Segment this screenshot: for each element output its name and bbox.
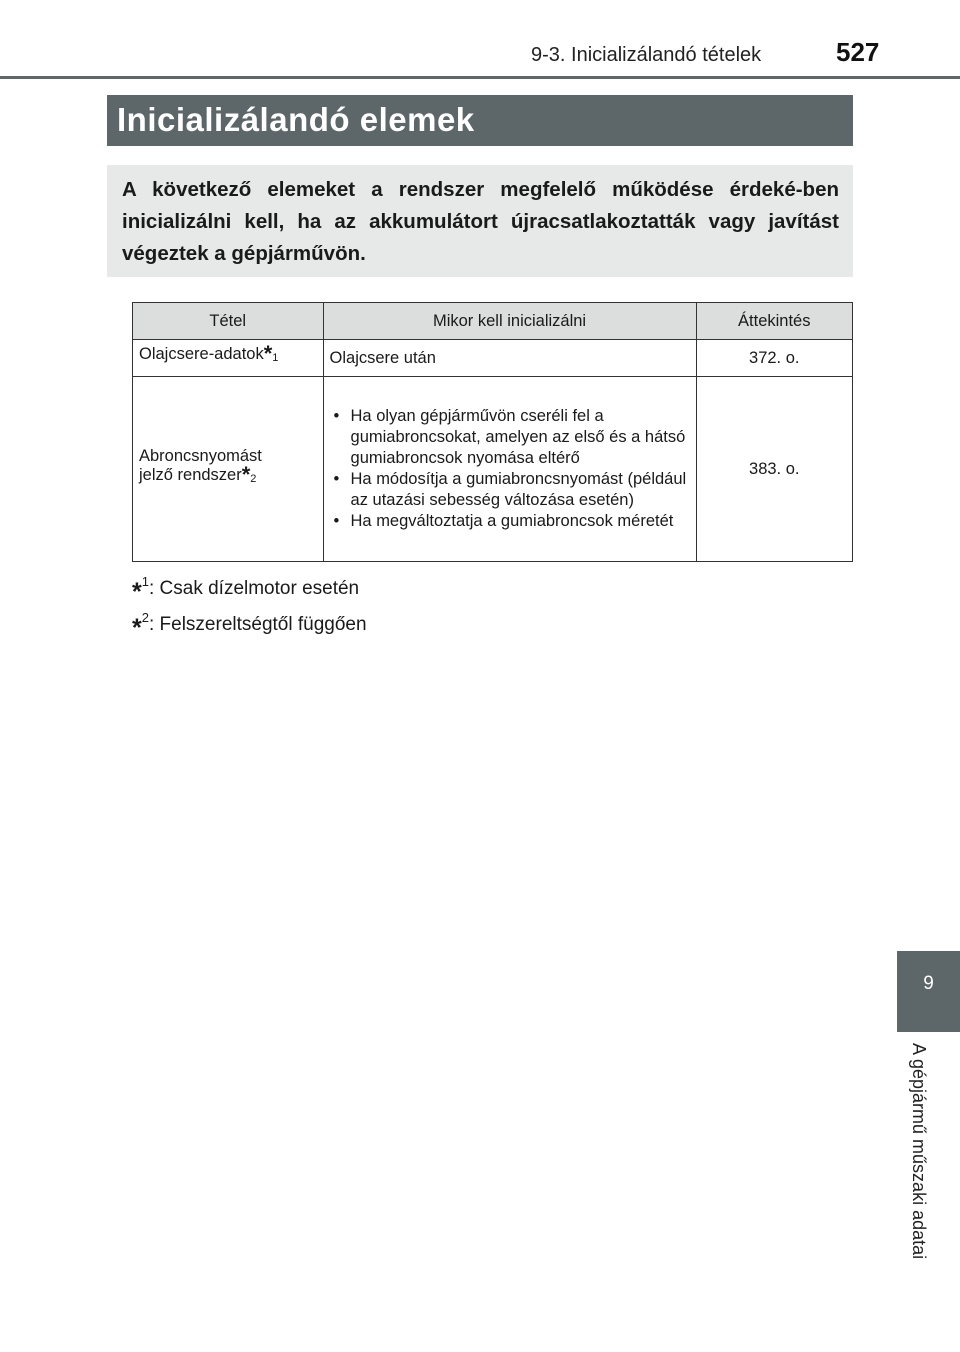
column-header-when: Mikor kell inicializálni: [323, 303, 696, 340]
conditions-list: [330, 406, 690, 532]
chapter-tab: [897, 951, 960, 1032]
table-row: [133, 377, 853, 562]
footnote-marker: *2: [241, 461, 257, 487]
reference-cell: 383. o.: [696, 377, 852, 562]
table-row: [133, 340, 853, 377]
footnote-marker-number: 2: [250, 472, 257, 485]
footnote-star: *: [132, 614, 142, 642]
reference-cell: 372. o.: [696, 340, 852, 377]
chapter-number: 9: [923, 973, 934, 994]
footnote-star: *: [132, 578, 142, 606]
list-item: • Ha olyan gépjárművön cseréli fel a gumiabroncsokat, amelyen az első és a hátsó gumiabroncsok nyomása eltérő: [330, 406, 690, 469]
list-item: • Ha módosítja a gumiabroncsnyomást (például az utazási sebesség változása esetén): [330, 469, 690, 511]
page-number: 527: [836, 37, 880, 67]
table-header-row: [133, 303, 853, 340]
footnote-text: : Csak dízelmotor esetén: [148, 578, 360, 599]
item-cell: [133, 340, 324, 377]
chapter-title: A gépjármű műszaki adatai: [909, 1043, 929, 1260]
header-divider: [0, 76, 960, 79]
when-cell: [323, 377, 696, 562]
when-cell: Olajcsere után: [323, 340, 696, 377]
intro-box: [107, 165, 853, 277]
footnote-1: [132, 574, 359, 607]
item-name-line2: jelző rendszer: [139, 465, 242, 484]
section-header-title: 9-3. Inicializálandó tételek: [531, 44, 762, 66]
item-name-line1: Abroncsnyomást: [139, 446, 262, 465]
title-bar: [107, 95, 853, 146]
footnote-marker: *1: [263, 341, 279, 366]
column-header-item: Tétel: [133, 303, 324, 340]
footnote-2: [132, 610, 367, 643]
list-item: • Ha megváltoztatja a gumiabroncsok méretét: [330, 511, 690, 532]
footnote-text: : Felszereltségtől függően: [148, 614, 367, 635]
footnote-marker-number: 1: [272, 352, 279, 364]
footnote-number: 1: [141, 574, 149, 589]
item-name: Olajcsere-adatok: [139, 345, 264, 363]
footnote-number: 2: [141, 610, 149, 625]
items-table: [132, 302, 853, 562]
intro-text: A következő elemeket a rendszer megfelelő működése érdeké-ben inicializálni kell, ha az akkumulátort újracsatlakoztatták vagy javítást végeztek a gépjárművön.: [122, 178, 839, 265]
column-header-overview: Áttekintés: [696, 303, 852, 340]
item-cell: [133, 377, 324, 562]
page-title: Inicializálandó elemek: [117, 101, 475, 138]
